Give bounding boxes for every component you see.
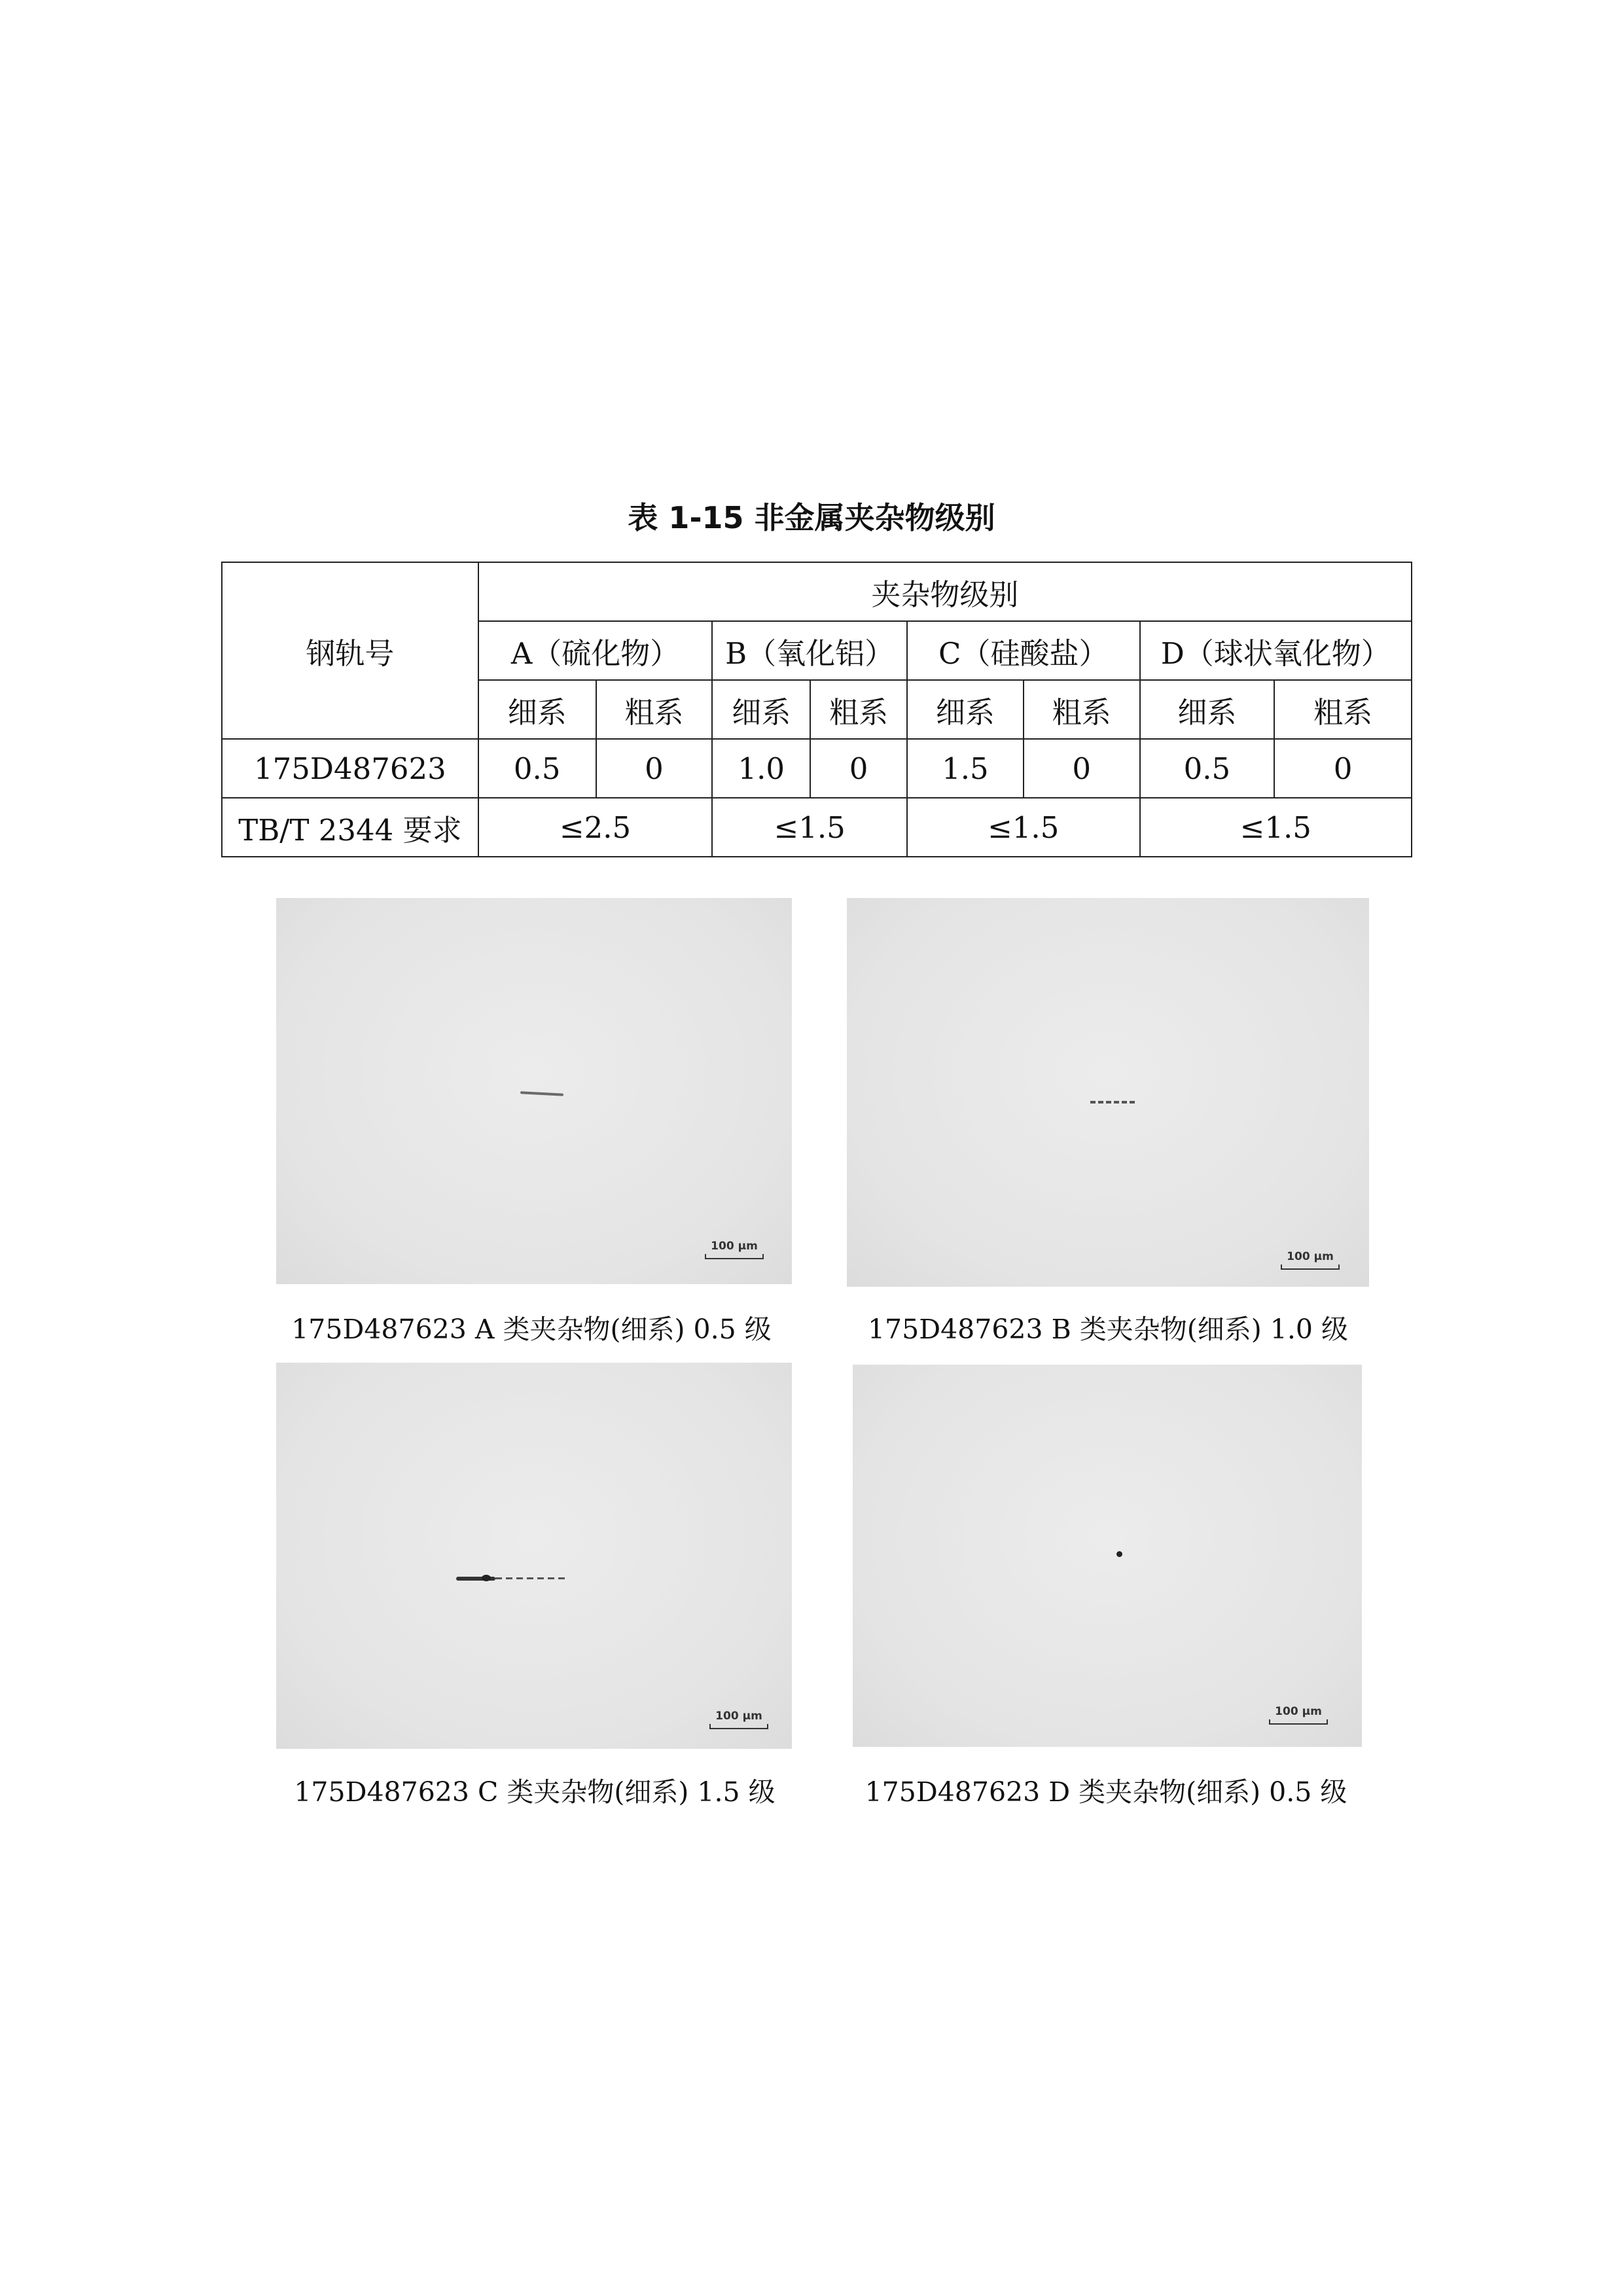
inclusion-mark bbox=[1116, 1551, 1122, 1557]
micrograph-c bbox=[276, 1363, 792, 1749]
inclusion-mark bbox=[495, 1577, 567, 1579]
micrograph-b bbox=[847, 898, 1369, 1287]
sub-header-coarse: 粗系 bbox=[810, 680, 907, 739]
scale-bar: 100 µm bbox=[1269, 1705, 1328, 1725]
sub-header-fine: 细系 bbox=[712, 680, 810, 739]
type-d-header: D（球状氧化物） bbox=[1140, 621, 1412, 680]
type-a-header: A（硫化物） bbox=[478, 621, 713, 680]
rail-number-cell: 175D487623 bbox=[222, 739, 478, 798]
micrograph-c-caption: 175D487623 C 类夹杂物(细系) 1.5 级 bbox=[294, 1776, 776, 1808]
grade-cell: 1.5 bbox=[907, 739, 1024, 798]
grade-cell: 0 bbox=[1274, 739, 1412, 798]
table-caption: 表 1-15 非金属夹杂物级别 bbox=[628, 500, 995, 535]
requirement-cell: ≤2.5 bbox=[478, 798, 713, 857]
inclusion-mark bbox=[1090, 1101, 1136, 1103]
grade-cell: 0 bbox=[810, 739, 907, 798]
scale-bar: 100 µm bbox=[1281, 1250, 1340, 1270]
inclusion-mark bbox=[482, 1575, 491, 1581]
type-c-header: C（硅酸盐） bbox=[907, 621, 1140, 680]
inclusion-mark bbox=[520, 1091, 563, 1096]
scale-bar: 100 µm bbox=[705, 1240, 764, 1259]
requirement-cell: ≤1.5 bbox=[907, 798, 1140, 857]
grade-cell: 1.0 bbox=[712, 739, 810, 798]
scale-bar: 100 µm bbox=[709, 1710, 768, 1729]
requirement-cell: ≤1.5 bbox=[1140, 798, 1412, 857]
table-row bbox=[222, 798, 1412, 857]
grade-cell: 0.5 bbox=[478, 739, 596, 798]
micrograph-d-caption: 175D487623 D 类夹杂物(细系) 0.5 级 bbox=[865, 1776, 1347, 1808]
sub-header-coarse: 粗系 bbox=[1274, 680, 1412, 739]
inclusion-grade-header: 夹杂物级别 bbox=[478, 562, 1412, 621]
grade-cell: 0 bbox=[1024, 739, 1140, 798]
sub-header-coarse: 粗系 bbox=[1024, 680, 1140, 739]
table-row bbox=[222, 739, 1412, 798]
type-b-header: B（氧化铝） bbox=[712, 621, 907, 680]
sub-header-fine: 细系 bbox=[478, 680, 596, 739]
requirement-cell: ≤1.5 bbox=[712, 798, 907, 857]
inclusion-grade-table bbox=[221, 562, 1412, 857]
rail-number-header: 钢轨号 bbox=[222, 562, 478, 739]
micrograph-d bbox=[853, 1365, 1362, 1747]
grade-cell: 0.5 bbox=[1140, 739, 1275, 798]
sub-header-fine: 细系 bbox=[907, 680, 1024, 739]
micrograph-a bbox=[276, 898, 792, 1284]
sub-header-fine: 细系 bbox=[1140, 680, 1275, 739]
micrograph-a-caption: 175D487623 A 类夹杂物(细系) 0.5 级 bbox=[291, 1314, 772, 1345]
grade-cell: 0 bbox=[596, 739, 713, 798]
micrograph-b-caption: 175D487623 B 类夹杂物(细系) 1.0 级 bbox=[867, 1314, 1349, 1345]
sub-header-coarse: 粗系 bbox=[596, 680, 713, 739]
requirement-label: TB/T 2344 要求 bbox=[222, 798, 478, 857]
